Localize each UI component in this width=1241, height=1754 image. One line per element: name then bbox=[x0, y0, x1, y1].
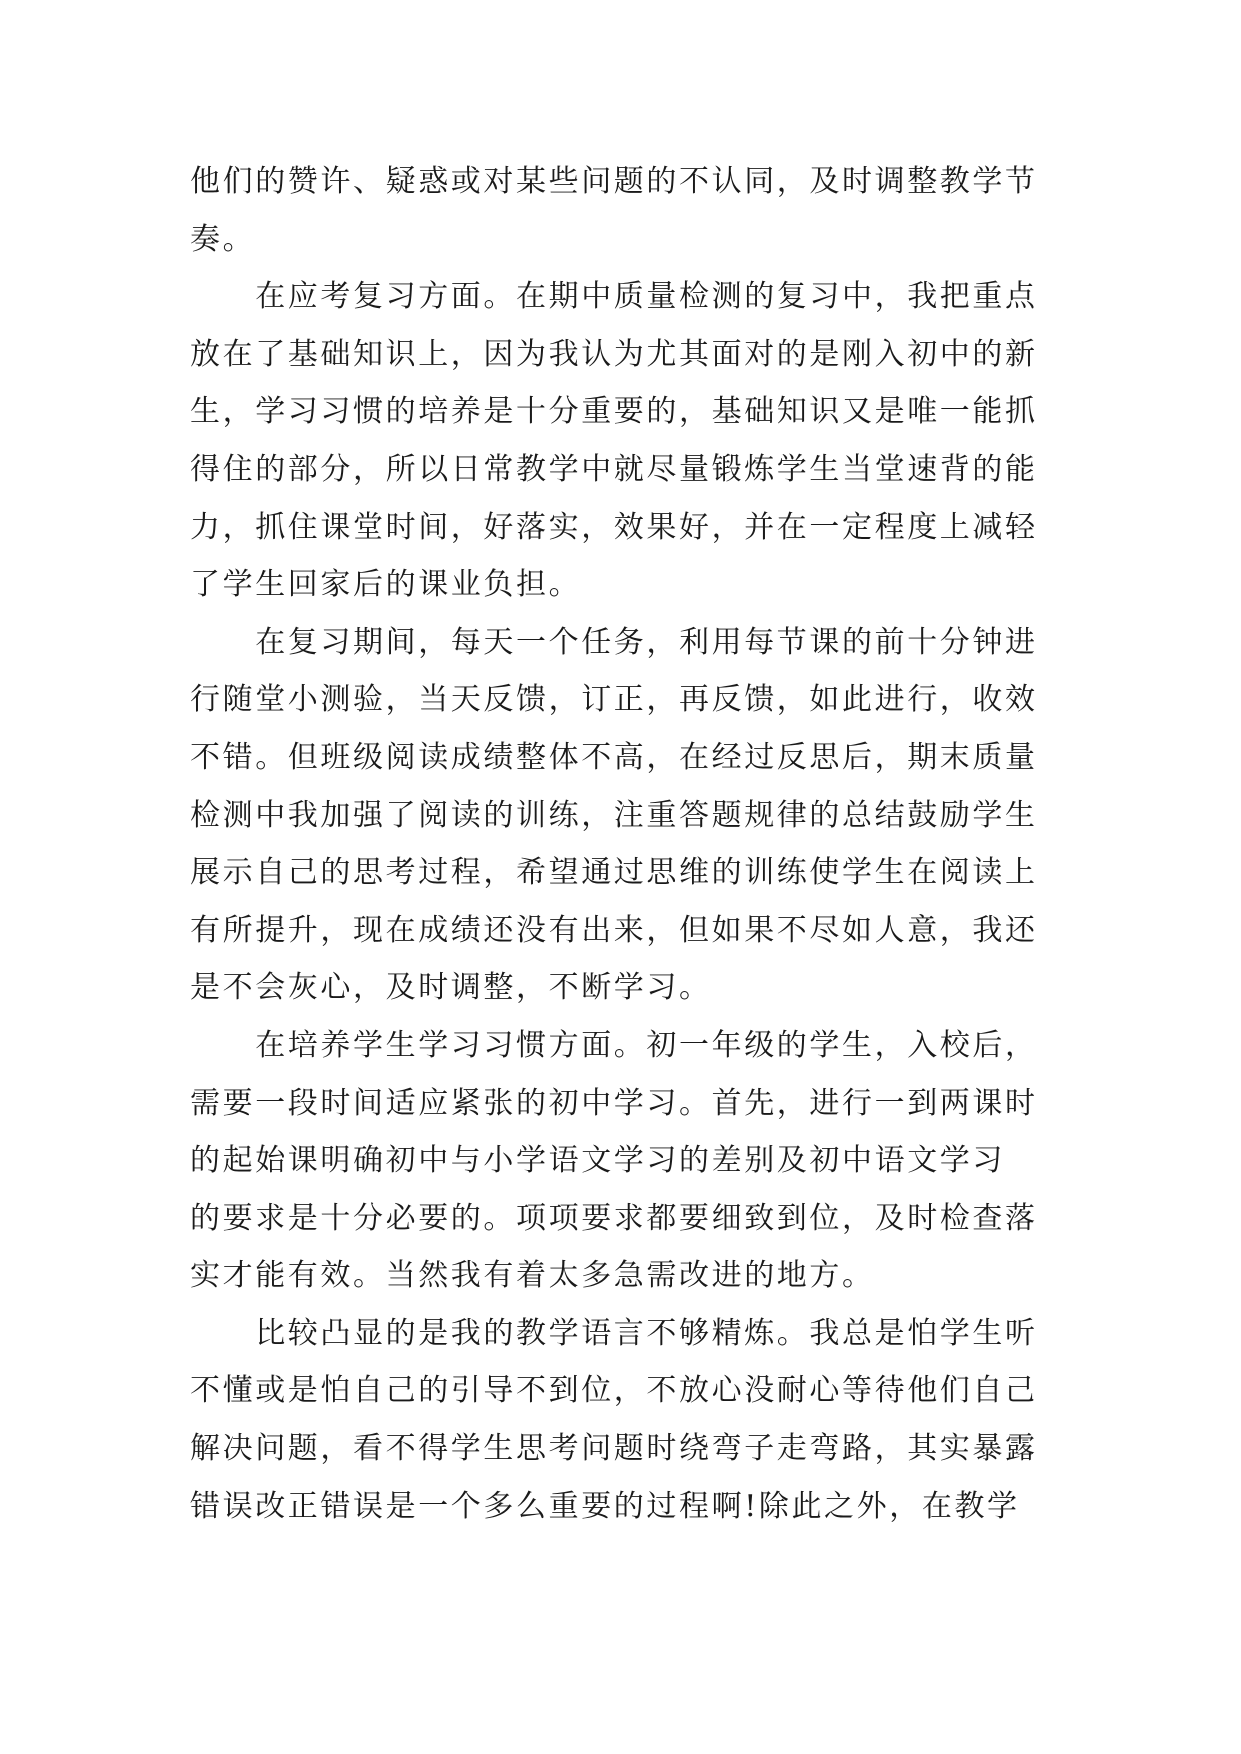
text-line: 在培养学生学习习惯方面。初一年级的学生，入校后， bbox=[190, 1027, 1038, 1063]
text-line: 需要一段时间适应紧张的初中学习。首先，进行一到两课时 bbox=[190, 1085, 1038, 1121]
text-line: 他们的赞许、疑惑或对某些问题的不认同，及时调整教学节 bbox=[190, 164, 1038, 199]
text-line: 解决问题，看不得学生思考问题时绕弯子走弯路，其实暴露 bbox=[190, 1431, 1038, 1467]
text-line: 不懂或是怕自己的引导不到位，不放心没耐心等待他们自己 bbox=[190, 1373, 1038, 1409]
text-line: 奏。 bbox=[190, 221, 256, 257]
text-line: 在应考复习方面。在期中质量检测的复习中，我把重点 bbox=[190, 279, 1038, 315]
text-line: 比较凸显的是我的教学语言不够精炼。我总是怕学生听 bbox=[190, 1315, 1038, 1351]
body-text bbox=[190, 153, 1060, 1535]
text-line: 展示自己的思考过程，希望通过思维的训练使学生在阅读上 bbox=[190, 855, 1038, 891]
text-line: 有所提升，现在成绩还没有出来，但如果不尽如人意，我还 bbox=[190, 912, 1038, 948]
text-line: 行随堂小测验，当天反馈，订正，再反馈，如此进行，收效 bbox=[190, 682, 1038, 718]
text-line: 生，学习习惯的培养是十分重要的，基础知识又是唯一能抓 bbox=[190, 394, 1038, 430]
text-line: 的起始课明确初中与小学语文学习的差别及初中语文学习 bbox=[190, 1143, 1005, 1179]
text-line: 力，抓住课堂时间，好落实，效果好，并在一定程度上减轻 bbox=[190, 509, 1038, 545]
text-line: 实才能有效。当然我有着太多急需改进的地方。 bbox=[190, 1258, 875, 1294]
text-line: 了学生回家后的课业负担。 bbox=[190, 567, 582, 603]
text-line: 错误改正错误是一个多么重要的过程啊!除此之外，在教学 bbox=[190, 1488, 1020, 1524]
text-line: 不错。但班级阅读成绩整体不高，在经过反思后，期末质量 bbox=[190, 739, 1038, 775]
text-line: 放在了基础知识上，因为我认为尤其面对的是刚入初中的新 bbox=[190, 336, 1038, 372]
text-line: 得住的部分，所以日常教学中就尽量锻炼学生当堂速背的能 bbox=[190, 451, 1038, 487]
text-line: 在复习期间，每天一个任务，利用每节课的前十分钟进 bbox=[190, 624, 1038, 660]
text-line: 的要求是十分必要的。项项要求都要细致到位，及时检查落 bbox=[190, 1200, 1038, 1236]
text-line: 检测中我加强了阅读的训练，注重答题规律的总结鼓励学生 bbox=[190, 797, 1038, 833]
text-line: 是不会灰心，及时调整，不断学习。 bbox=[190, 970, 712, 1006]
